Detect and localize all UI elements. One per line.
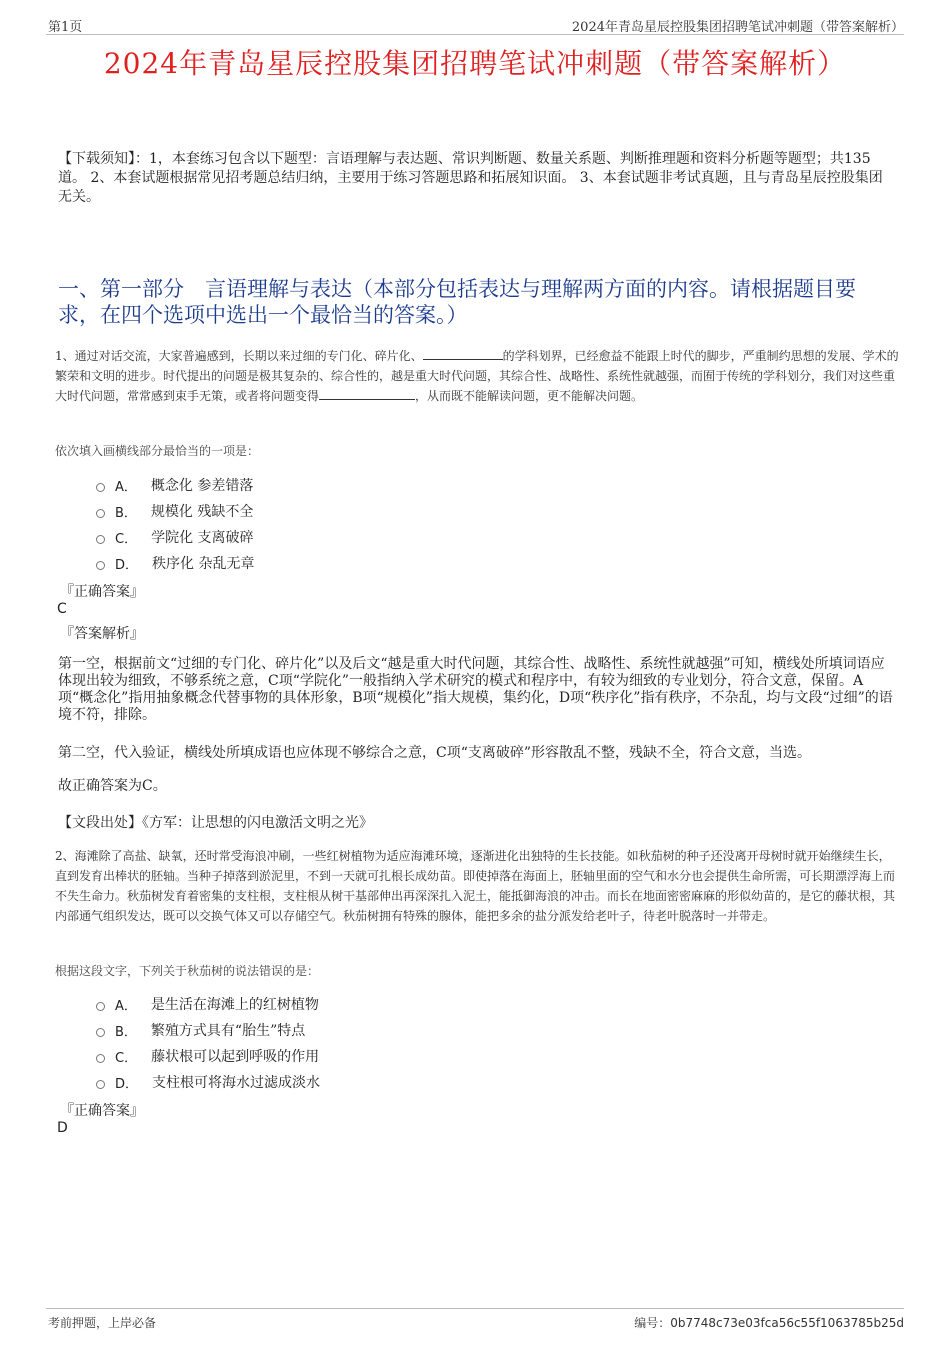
answer-value: C — [57, 601, 67, 617]
fill-blank-1 — [423, 346, 503, 360]
option-d[interactable]: D． 支柱根可将海水过滤成淡水 — [96, 1069, 320, 1095]
analysis-paragraph-2: 第二空，代入验证，横线处所填成语也应体现不够综合之意，C项“支离破碎”形容散乱不整，残缺不全，符合文意，当选。 — [58, 745, 812, 761]
radio-icon[interactable] — [96, 1054, 105, 1063]
analysis-label: 『答案解析』 — [60, 626, 144, 642]
answer-label: 『正确答案』 — [60, 1103, 144, 1119]
fill-blank-2 — [319, 386, 415, 400]
answer-value: D — [57, 1120, 68, 1136]
passage-source: 【文段出处】《方军：让思想的闪电激活文明之光》 — [58, 815, 373, 831]
question-1-prompt: 依次填入画横线部分最恰当的一项是： — [55, 444, 260, 458]
document-title: 2024年青岛星辰控股集团招聘笔试冲刺题（带答案解析） — [103, 47, 847, 80]
option-b[interactable]: B． 繁殖方式具有“胎生”特点 — [96, 1017, 320, 1043]
section-title: 一、第一部分 言语理解与表达（本部分包括表达与理解两方面的内容。请根据题目要求，在四个选项中选出一个最恰当的答案。） — [58, 277, 856, 327]
radio-icon[interactable] — [96, 535, 105, 544]
page-header — [46, 14, 904, 35]
question-2-prompt: 根据这段文字，下列关于秋茄树的说法错误的是： — [55, 964, 320, 978]
header-doc-title: 2024年青岛星辰控股集团招聘笔试冲刺题（带答案解析） — [571, 20, 904, 35]
question-2-options — [96, 991, 320, 1095]
download-notice: 【下载须知】：1，本套练习包含以下题型：言语理解与表达题、常识判断题、数量关系题、判断推理题和资料分析题等题型；共135道。 2、本套试题根据常见招考题总结归纳，主要用于练习答题思路和拓展知识面。 3、本套试题非考试真题，且与青岛星辰控股集团无关。 — [58, 151, 883, 205]
option-d[interactable]: D． 秩序化 杂乱无章 — [96, 550, 254, 576]
radio-icon[interactable] — [96, 561, 105, 570]
option-c[interactable]: C． 学院化 支离破碎 — [96, 524, 254, 550]
document-code: 编号：0b7748c73e03fca56c55f1063785b25d — [634, 1316, 904, 1330]
footer-slogan: 考前押题，上岸必备 — [48, 1316, 157, 1330]
radio-icon[interactable] — [96, 1028, 105, 1037]
question-1-text — [55, 346, 900, 406]
question-2-text: 2、海滩除了高盐、缺氧，还时常受海浪冲刷，一些红树植物为适应海滩环境，逐渐进化出独特的生长技能。如秋茄树的种子还没离开母树时就开始继续生长，直到发育出棒状的胚轴。当种子掉落到淤泥里，不到一天就可扎根长成幼苗。即使掉落在海面上，胚轴里面的空气和水分也会提供生命所需，可长期漂浮海上而不失生命力。秋茄树发育着密集的支柱根，支柱根从树干基部伸出再深深扎入泥土，能抵御海浪的冲击。而长在地面密密麻麻的形似幼苗的，是它的藤状根，其内部通气组织发达，既可以交换气体又可以存储空气。秋茄树拥有特殊的腺体，能把多余的盐分派发给老叶子，待老叶脱落时一并带走。 — [55, 849, 896, 923]
option-a[interactable]: A． 是生活在海滩上的红树植物 — [96, 991, 320, 1017]
radio-icon[interactable] — [96, 509, 105, 518]
analysis-paragraph-1: 第一空，根据前文“过细的专门化、碎片化”以及后文“越是重大时代问题，其综合性、战略性、系统性就越强”可知，横线处所填词语应体现出较为细致，不够系统之意，C项“学院化”一般指纳入学术研究的模式和程序中，有较为细致的专业划分，符合文意，保留。A项“概念化”指用抽象概念代替事物的具体形象，B项“规模化”指大规模，集约化，D项“秩序化”指有秩序，不杂乱，均与文段“过细”的语境不符，排除。 — [58, 656, 893, 723]
option-a[interactable]: A． 概念化 参差错落 — [96, 472, 254, 498]
radio-icon[interactable] — [96, 483, 105, 492]
radio-icon[interactable] — [96, 1080, 105, 1089]
page-number: 第1页 — [48, 20, 83, 35]
question-1-text-part-c: ，从而既不能解读问题，更不能解决问题。 — [415, 389, 644, 403]
option-b[interactable]: B． 规模化 残缺不全 — [96, 498, 254, 524]
question-1-options — [96, 472, 254, 576]
question-1-text-part-b: 的学科划界，已经愈益不能跟上时代的脚步，严重制约思想的发展、学术的繁荣和文明的进步。时代提出的问题是极其复杂的、综合性的，越是重大时代问题，其综合性、战略性、系统性就越强，而囿于传统的学科划分，我们对这些重大时代问题，常常感到束手无策，或者将问题变得 — [55, 349, 899, 403]
answer-label: 『正确答案』 — [60, 584, 144, 600]
option-c[interactable]: C． 藤状根可以起到呼吸的作用 — [96, 1043, 320, 1069]
radio-icon[interactable] — [96, 1002, 105, 1011]
question-1-text-part-a: 1、通过对话交流，大家普遍感到，长期以来过细的专门化、碎片化、 — [55, 349, 423, 363]
page-footer — [46, 1308, 904, 1329]
analysis-paragraph-3: 故正确答案为C。 — [58, 778, 167, 794]
